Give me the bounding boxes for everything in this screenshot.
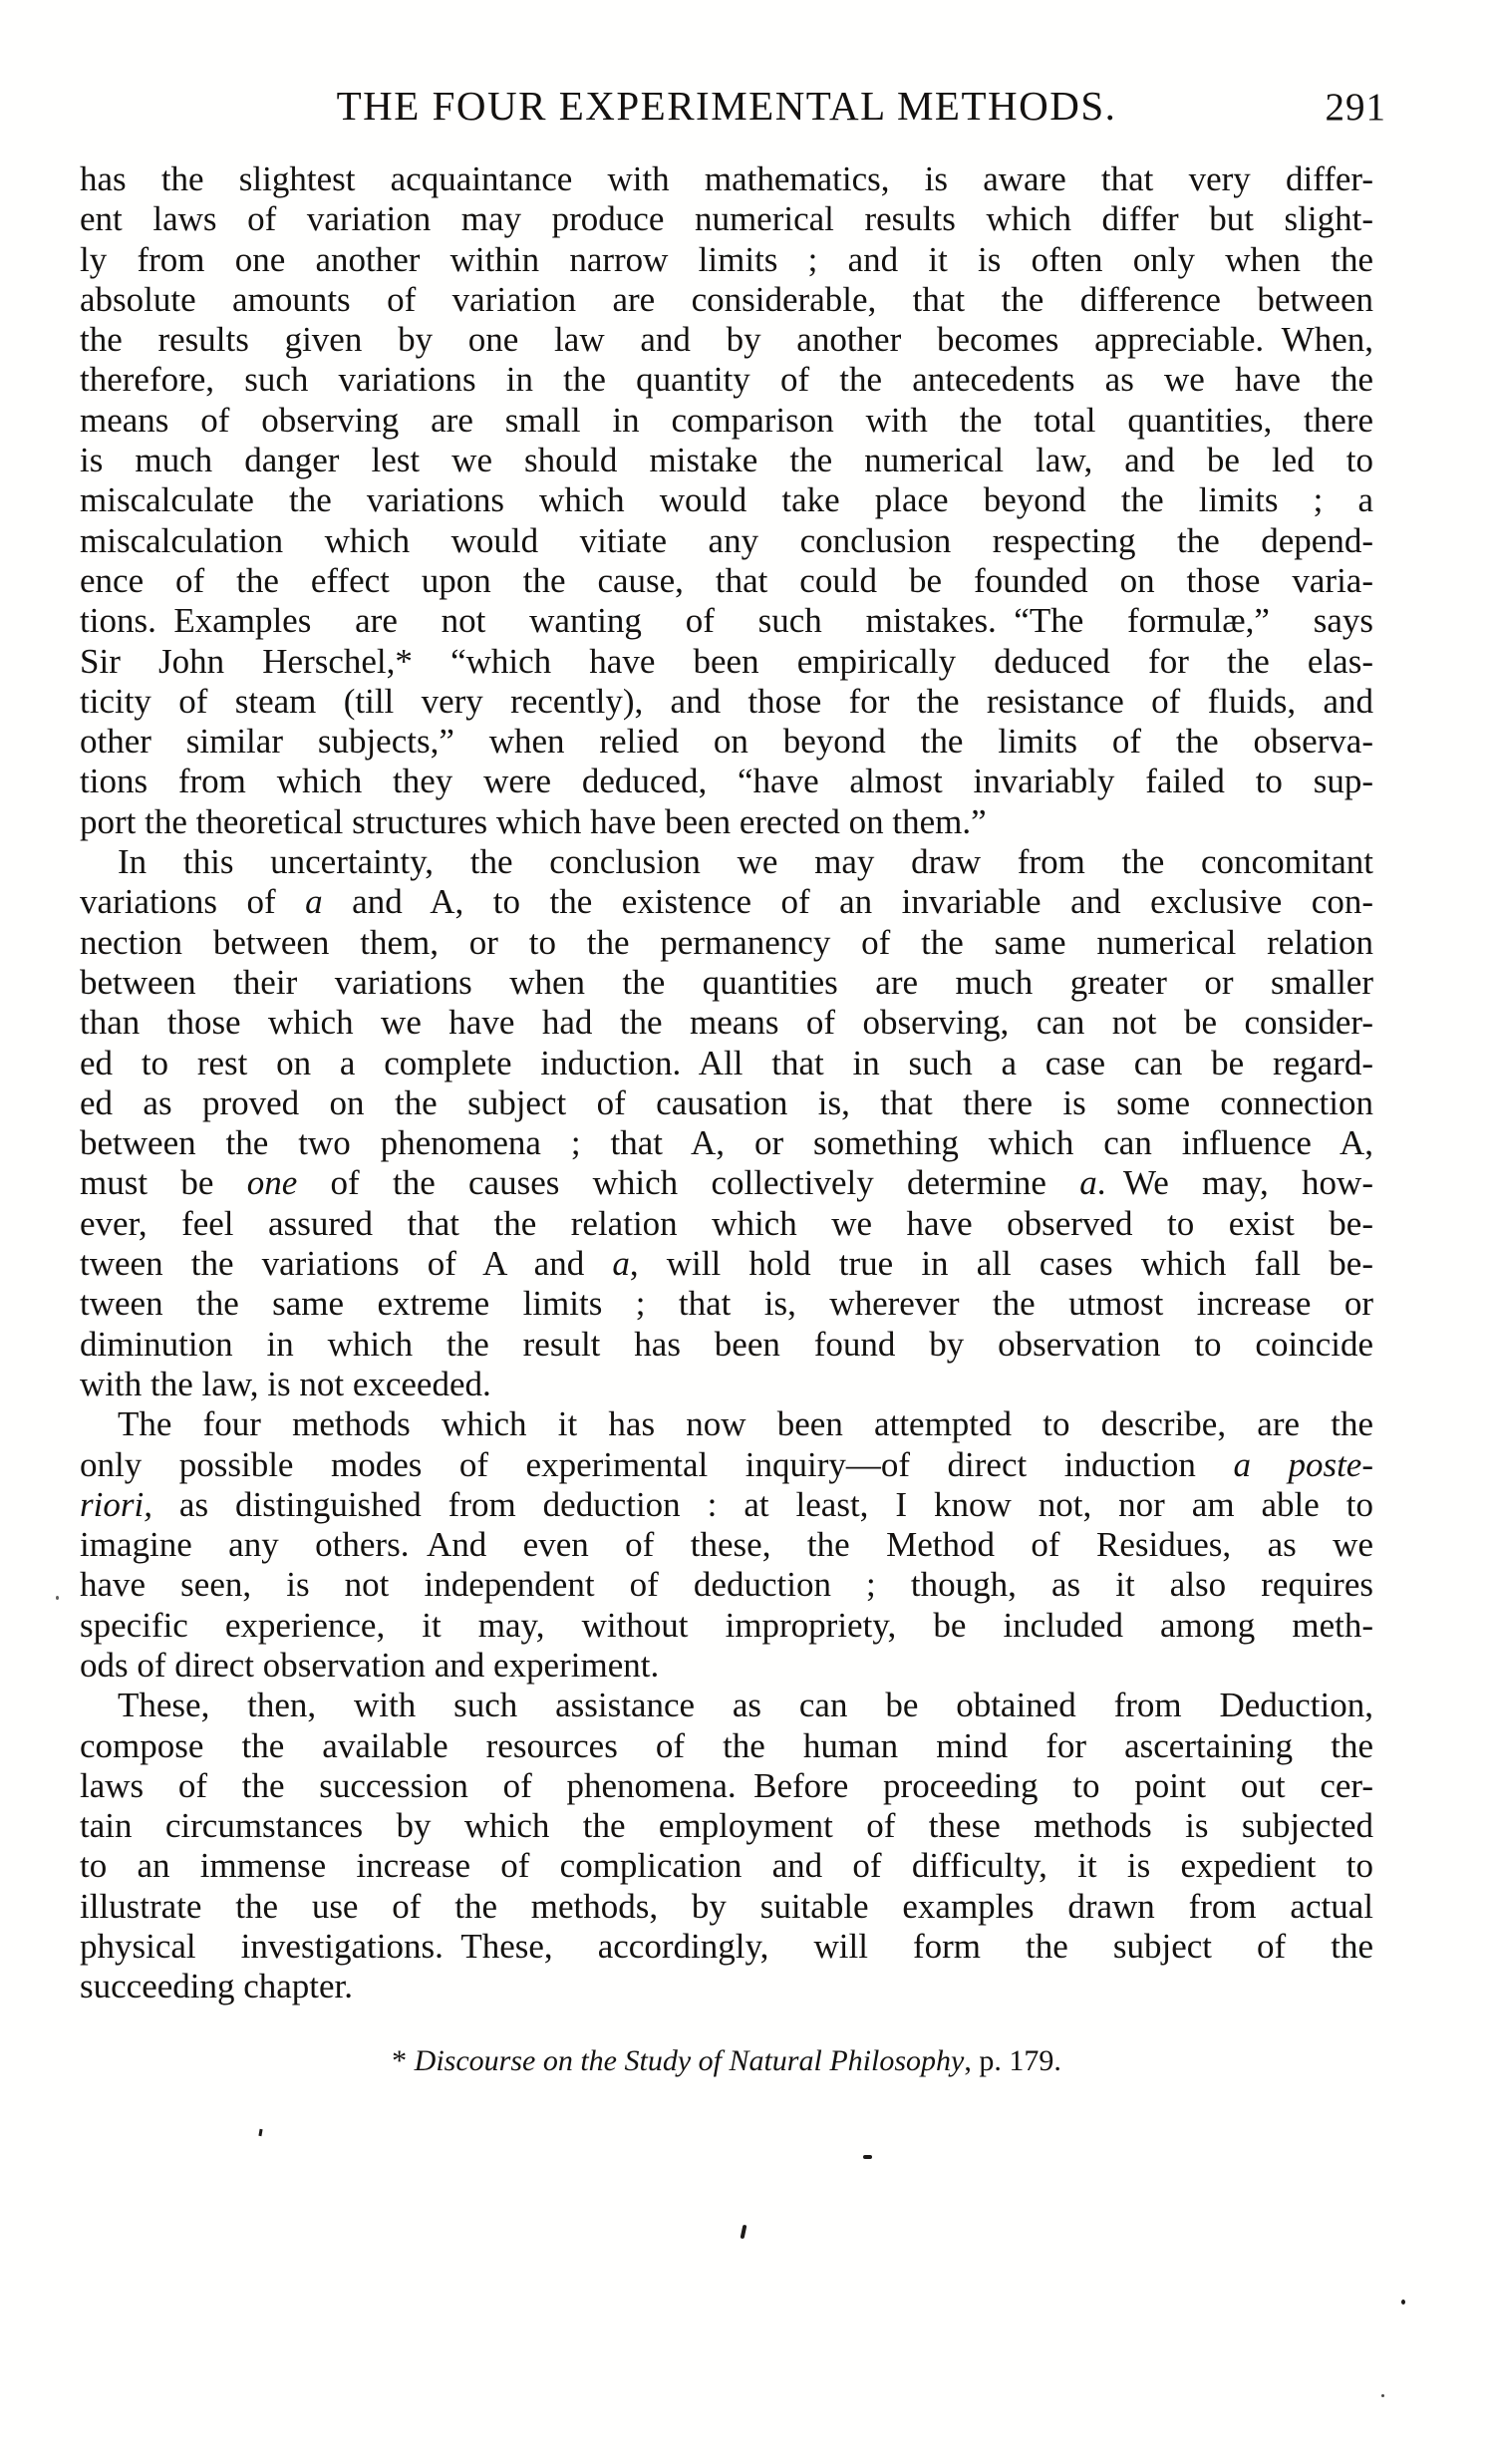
text-line: [80, 240, 1373, 280]
text-segment: , p. 179.: [964, 2044, 1061, 2077]
text-line: [80, 561, 1373, 601]
scan-speck: [741, 2225, 747, 2240]
text-line: [80, 802, 1373, 842]
text-line: [80, 1365, 1373, 1404]
page-header: [80, 83, 1386, 129]
text-line: [80, 1325, 1373, 1365]
text-segment: ence of the effect upon the cause, that could be founded on those varia-: [80, 560, 1373, 600]
text-segment: is much danger lest we should mistake the numerical law, and be led to: [80, 441, 1373, 480]
text-line: [80, 1123, 1373, 1163]
italic-text: one: [246, 1163, 298, 1203]
text-segment: tween the variations of A and: [80, 1244, 613, 1284]
text-segment: with the law, is not exceeded.: [80, 1364, 491, 1403]
text-segment: tions from which they were deduced, “have almost invariably failed to sup-: [80, 762, 1373, 801]
text-segment: ly from one another within narrow limits ; and it is often only when the: [80, 239, 1373, 279]
text-segment: Sir John Herschel,* “which have been empirically deduced for the elas-: [80, 641, 1373, 681]
text-segment: laws of the succession of phenomena. Before proceeding to point out cer-: [80, 1765, 1373, 1805]
footnote: [80, 2044, 1373, 2078]
text-line: [80, 1525, 1373, 1565]
text-segment: absolute amounts of variation are considerable, that the difference between: [80, 279, 1373, 319]
text-segment: ent laws of variation may produce numerical results which differ but slight-: [80, 199, 1373, 239]
text-segment: tween the same extreme limits ; that is, wherever the utmost increase or: [80, 1284, 1373, 1324]
text-line: [80, 1967, 1373, 2006]
text-segment: imagine any others. And even of these, the Method of Residues, as we: [80, 1525, 1373, 1565]
text-line: [80, 682, 1373, 722]
text-line: [80, 1083, 1373, 1123]
text-segment: compose the available resources of the human mind for ascertaining the: [80, 1725, 1373, 1765]
running-title: THE FOUR EXPERIMENTAL METHODS.: [336, 83, 1117, 129]
text-line: [80, 1646, 1373, 1686]
text-line: [80, 480, 1373, 520]
text-segment: to an immense increase of complication and of difficulty, it is expedient to: [80, 1846, 1373, 1886]
text-segment: physical investigations. These, accordingly, will form the subject of the: [80, 1927, 1373, 1967]
text-segment: miscalculate the variations which would take place beyond the limits ; a: [80, 480, 1373, 520]
text-line: [80, 1887, 1373, 1927]
text-segment: , will hold true in all cases which fall be-: [629, 1244, 1373, 1284]
text-line: [80, 1044, 1373, 1083]
text-line: [80, 1927, 1373, 1967]
text-segment: diminution in which the result has been found by observation to coincide: [80, 1324, 1373, 1364]
italic-text: Discourse on the Study of Natural Philosophy: [414, 2044, 965, 2077]
text-line: [80, 199, 1373, 239]
text-segment: tain circumstances by which the employment of these methods is subjected: [80, 1806, 1373, 1846]
text-line: [80, 923, 1373, 963]
text-segment: These, then, with such assistance as can be obtained from Deduction,: [118, 1686, 1373, 1725]
text-line: [80, 159, 1373, 199]
text-segment: variations of: [80, 882, 306, 922]
text-line: [80, 1244, 1373, 1284]
text-segment: specific experience, it may, without impropriety, be included among meth-: [80, 1605, 1373, 1645]
text-segment: port the theoretical structures which have been erected on them.”: [80, 801, 987, 841]
text-segment: ed as proved on the subject of causation is, that there is some connection: [80, 1082, 1373, 1122]
text-line: [80, 320, 1373, 360]
text-line: [80, 521, 1373, 561]
text-line: [80, 1404, 1373, 1444]
text-line: [80, 1846, 1373, 1886]
scan-speck: [863, 2155, 872, 2159]
text-segment: as distinguished from deduction : at least, I know not, nor am able to: [151, 1484, 1373, 1524]
text-segment: ods of direct observation and experiment.: [80, 1645, 660, 1685]
page-body: [80, 159, 1373, 2007]
text-line: [80, 842, 1373, 882]
text-line: [80, 1163, 1373, 1203]
text-line: [80, 1565, 1373, 1605]
text-segment: illustrate the use of the methods, by suitable examples drawn from actual: [80, 1886, 1373, 1926]
italic-text: riori,: [80, 1484, 152, 1524]
text-line: [80, 360, 1373, 400]
text-segment: nection between them, or to the permanency of the same numerical relation: [80, 922, 1373, 962]
text-line: [80, 642, 1373, 682]
text-line: [80, 963, 1373, 1003]
text-line: [80, 401, 1373, 441]
text-segment: tions. Examples are not wanting of such mistakes. “The formulæ,” says: [80, 601, 1373, 641]
text-line: [80, 1445, 1373, 1485]
text-segment: other similar subjects,” when relied on beyond the limits of the observa-: [80, 722, 1373, 762]
text-segment: ticity of steam (till very recently), and those for the resistance of fluids, and: [80, 681, 1373, 721]
text-segment: The four methods which it has now been attempted to describe, are the: [118, 1404, 1373, 1444]
text-line: [80, 1806, 1373, 1846]
scan-speck: [258, 2129, 262, 2136]
text-segment: *: [392, 2044, 415, 2077]
text-line: [80, 280, 1373, 320]
text-line: [80, 882, 1373, 922]
text-line: [80, 1606, 1373, 1646]
text-line: [80, 1726, 1373, 1766]
text-segment: the results given by one law and by another becomes appreciable. When,: [80, 320, 1373, 360]
italic-text: a: [1079, 1163, 1097, 1203]
text-line: [80, 762, 1373, 801]
italic-text: a: [305, 882, 323, 922]
italic-text: a: [612, 1244, 630, 1284]
text-segment: therefore, such variations in the quantity of the antecedents as we have the: [80, 360, 1373, 400]
text-segment: In this uncertainty, the conclusion we may draw from the concomitant: [118, 842, 1373, 882]
scan-speck: [1381, 2394, 1384, 2397]
italic-text: a poste-: [1233, 1444, 1373, 1484]
text-segment: . We may, how-: [1096, 1163, 1373, 1203]
page-number: 291: [1325, 86, 1386, 129]
text-segment: and A, to the existence of an invariable and exclusive con-: [322, 882, 1373, 922]
text-line: [80, 1485, 1373, 1525]
text-line: [80, 1766, 1373, 1806]
text-segment: miscalculation which would vitiate any conclusion respecting the depend-: [80, 520, 1373, 560]
text-line: [80, 722, 1373, 762]
text-segment: between the two phenomena ; that A, or something which can influence A,: [80, 1123, 1373, 1163]
text-line: [80, 441, 1373, 480]
scan-speck: [1401, 2300, 1405, 2305]
text-segment: between their variations when the quantities are much greater or smaller: [80, 962, 1373, 1002]
text-segment: ever, feel assured that the relation which we have observed to exist be-: [80, 1203, 1373, 1243]
text-segment: ed to rest on a complete induction. All that in such a case can be regard-: [80, 1043, 1373, 1082]
text-line: [80, 1003, 1373, 1043]
text-segment: have seen, is not independent of deduction ; though, as it also requires: [80, 1565, 1373, 1605]
text-segment: than those which we have had the means of observing, can not be consider-: [80, 1003, 1373, 1043]
text-line: [80, 1284, 1373, 1324]
text-segment: of the causes which collectively determine: [297, 1163, 1080, 1203]
text-line: [80, 1686, 1373, 1725]
text-line: [80, 1204, 1373, 1244]
text-segment: only possible modes of experimental inquiry—of direct induction: [80, 1444, 1234, 1484]
text-segment: has the slightest acquaintance with mathematics, is aware that very differ-: [80, 159, 1373, 198]
text-segment: must be: [80, 1163, 247, 1203]
text-segment: means of observing are small in comparison with the total quantities, there: [80, 400, 1373, 440]
text-line: [80, 601, 1373, 641]
text-segment: succeeding chapter.: [80, 1967, 354, 2006]
scan-speck: [56, 1596, 59, 1600]
